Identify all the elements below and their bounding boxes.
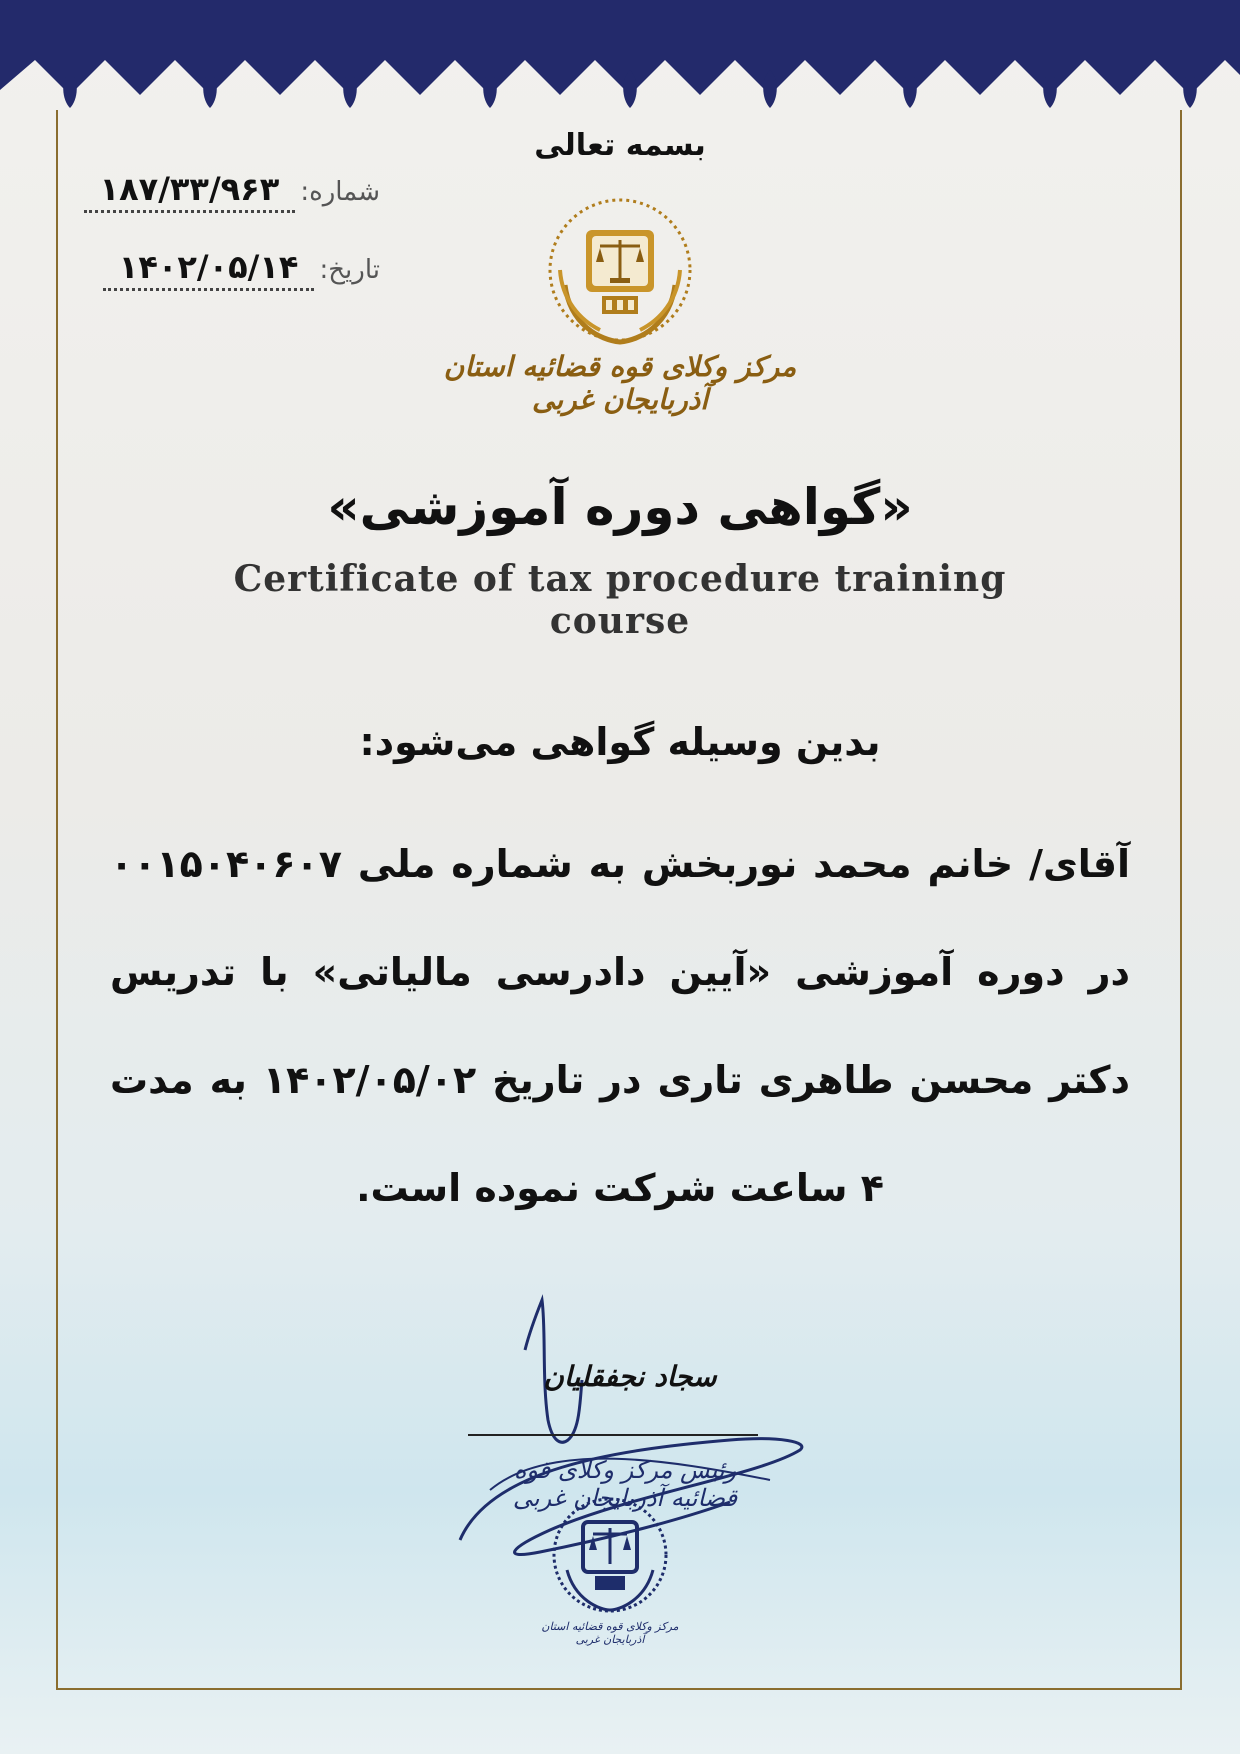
certificate-title-en: Certificate of tax procedure training course (233, 558, 1007, 642)
signer-title: رئیس مرکز وکلای قوه قضائیه آذربایجان غربی (512, 1456, 738, 1512)
signer-name: سجاد نجفقلیان (543, 1360, 717, 1393)
letter-date-row (86, 248, 380, 291)
letter-date-value: ۱۴۰۲/۰۵/۱۴ (103, 248, 315, 291)
organization-name: مرکز وکلای قوه قضائیه استان آذربایجان غربی (443, 350, 797, 416)
stamp-text: مرکز وکلای قوه قضائیه استان آذربایجان غربی (541, 1620, 679, 1646)
official-stamp-icon (545, 1490, 675, 1620)
certificate-body: آقای/ خانم محمد نوربخش به شماره ملی ۰۰۱۵۰۴۰۶۰۷ در دوره آموزشی «آیین دادرسی مالیاتی» با تدریس دکتر محسن طاهری تاری در تاریخ ۱۴۰۲/۰۵/۰۲ به مدت ۴ ساعت شرکت نموده است. (110, 842, 1131, 1210)
certificate-intro: بدین وسیله گواهی می‌شود: (359, 720, 881, 764)
scales-of-justice-emblem-icon (540, 190, 700, 350)
letter-number-row (80, 170, 380, 213)
top-decorative-band (0, 0, 1240, 110)
besmeh-heading: بسمه تعالی (534, 128, 706, 163)
letter-number-value: ۱۸۷/۳۳/۹۶۳ (84, 170, 296, 213)
signature-line (468, 1434, 758, 1436)
letter-date-label: تاریخ: (319, 255, 380, 285)
letter-number-label: شماره: (300, 177, 380, 207)
certificate-title-fa: «گواهی دوره آموزشی» (327, 478, 913, 536)
